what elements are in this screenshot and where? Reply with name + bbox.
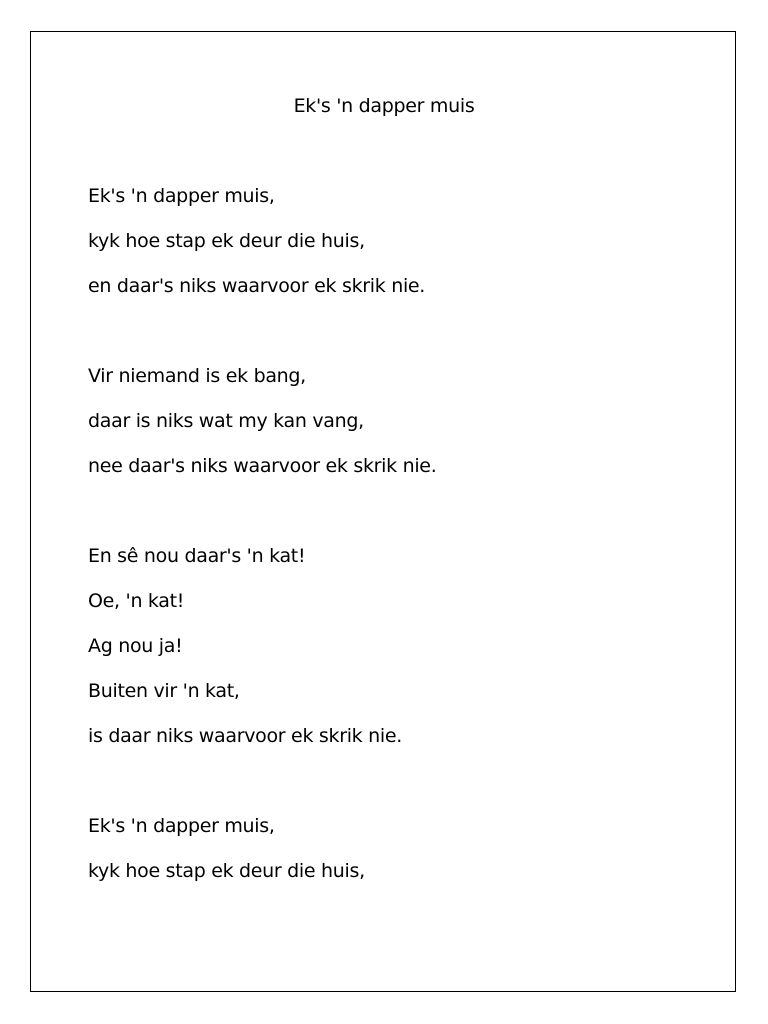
poem-line: daar is niks wat my kan vang, [88, 410, 364, 432]
poem-line: kyk hoe stap ek deur die huis, [88, 860, 365, 882]
poem-title: Ek's 'n dapper muis [293, 95, 475, 117]
page-border [30, 31, 736, 992]
poem-line: Ag nou ja! [88, 635, 183, 657]
poem-line: kyk hoe stap ek deur die huis, [88, 230, 365, 252]
poem-line: Vir niemand is ek bang, [88, 365, 306, 387]
poem-line: En sê nou daar's 'n kat! [88, 545, 306, 567]
poem-line: nee daar's niks waarvoor ek skrik nie. [88, 455, 437, 477]
poem-line: en daar's niks waarvoor ek skrik nie. [88, 275, 426, 297]
poem-line: Ek's 'n dapper muis, [88, 185, 275, 207]
poem-line: is daar niks waarvoor ek skrik nie. [88, 725, 402, 747]
poem-line: Buiten vir 'n kat, [88, 680, 240, 702]
poem-line: Ek's 'n dapper muis, [88, 815, 275, 837]
poem-line: Oe, 'n kat! [88, 590, 185, 612]
